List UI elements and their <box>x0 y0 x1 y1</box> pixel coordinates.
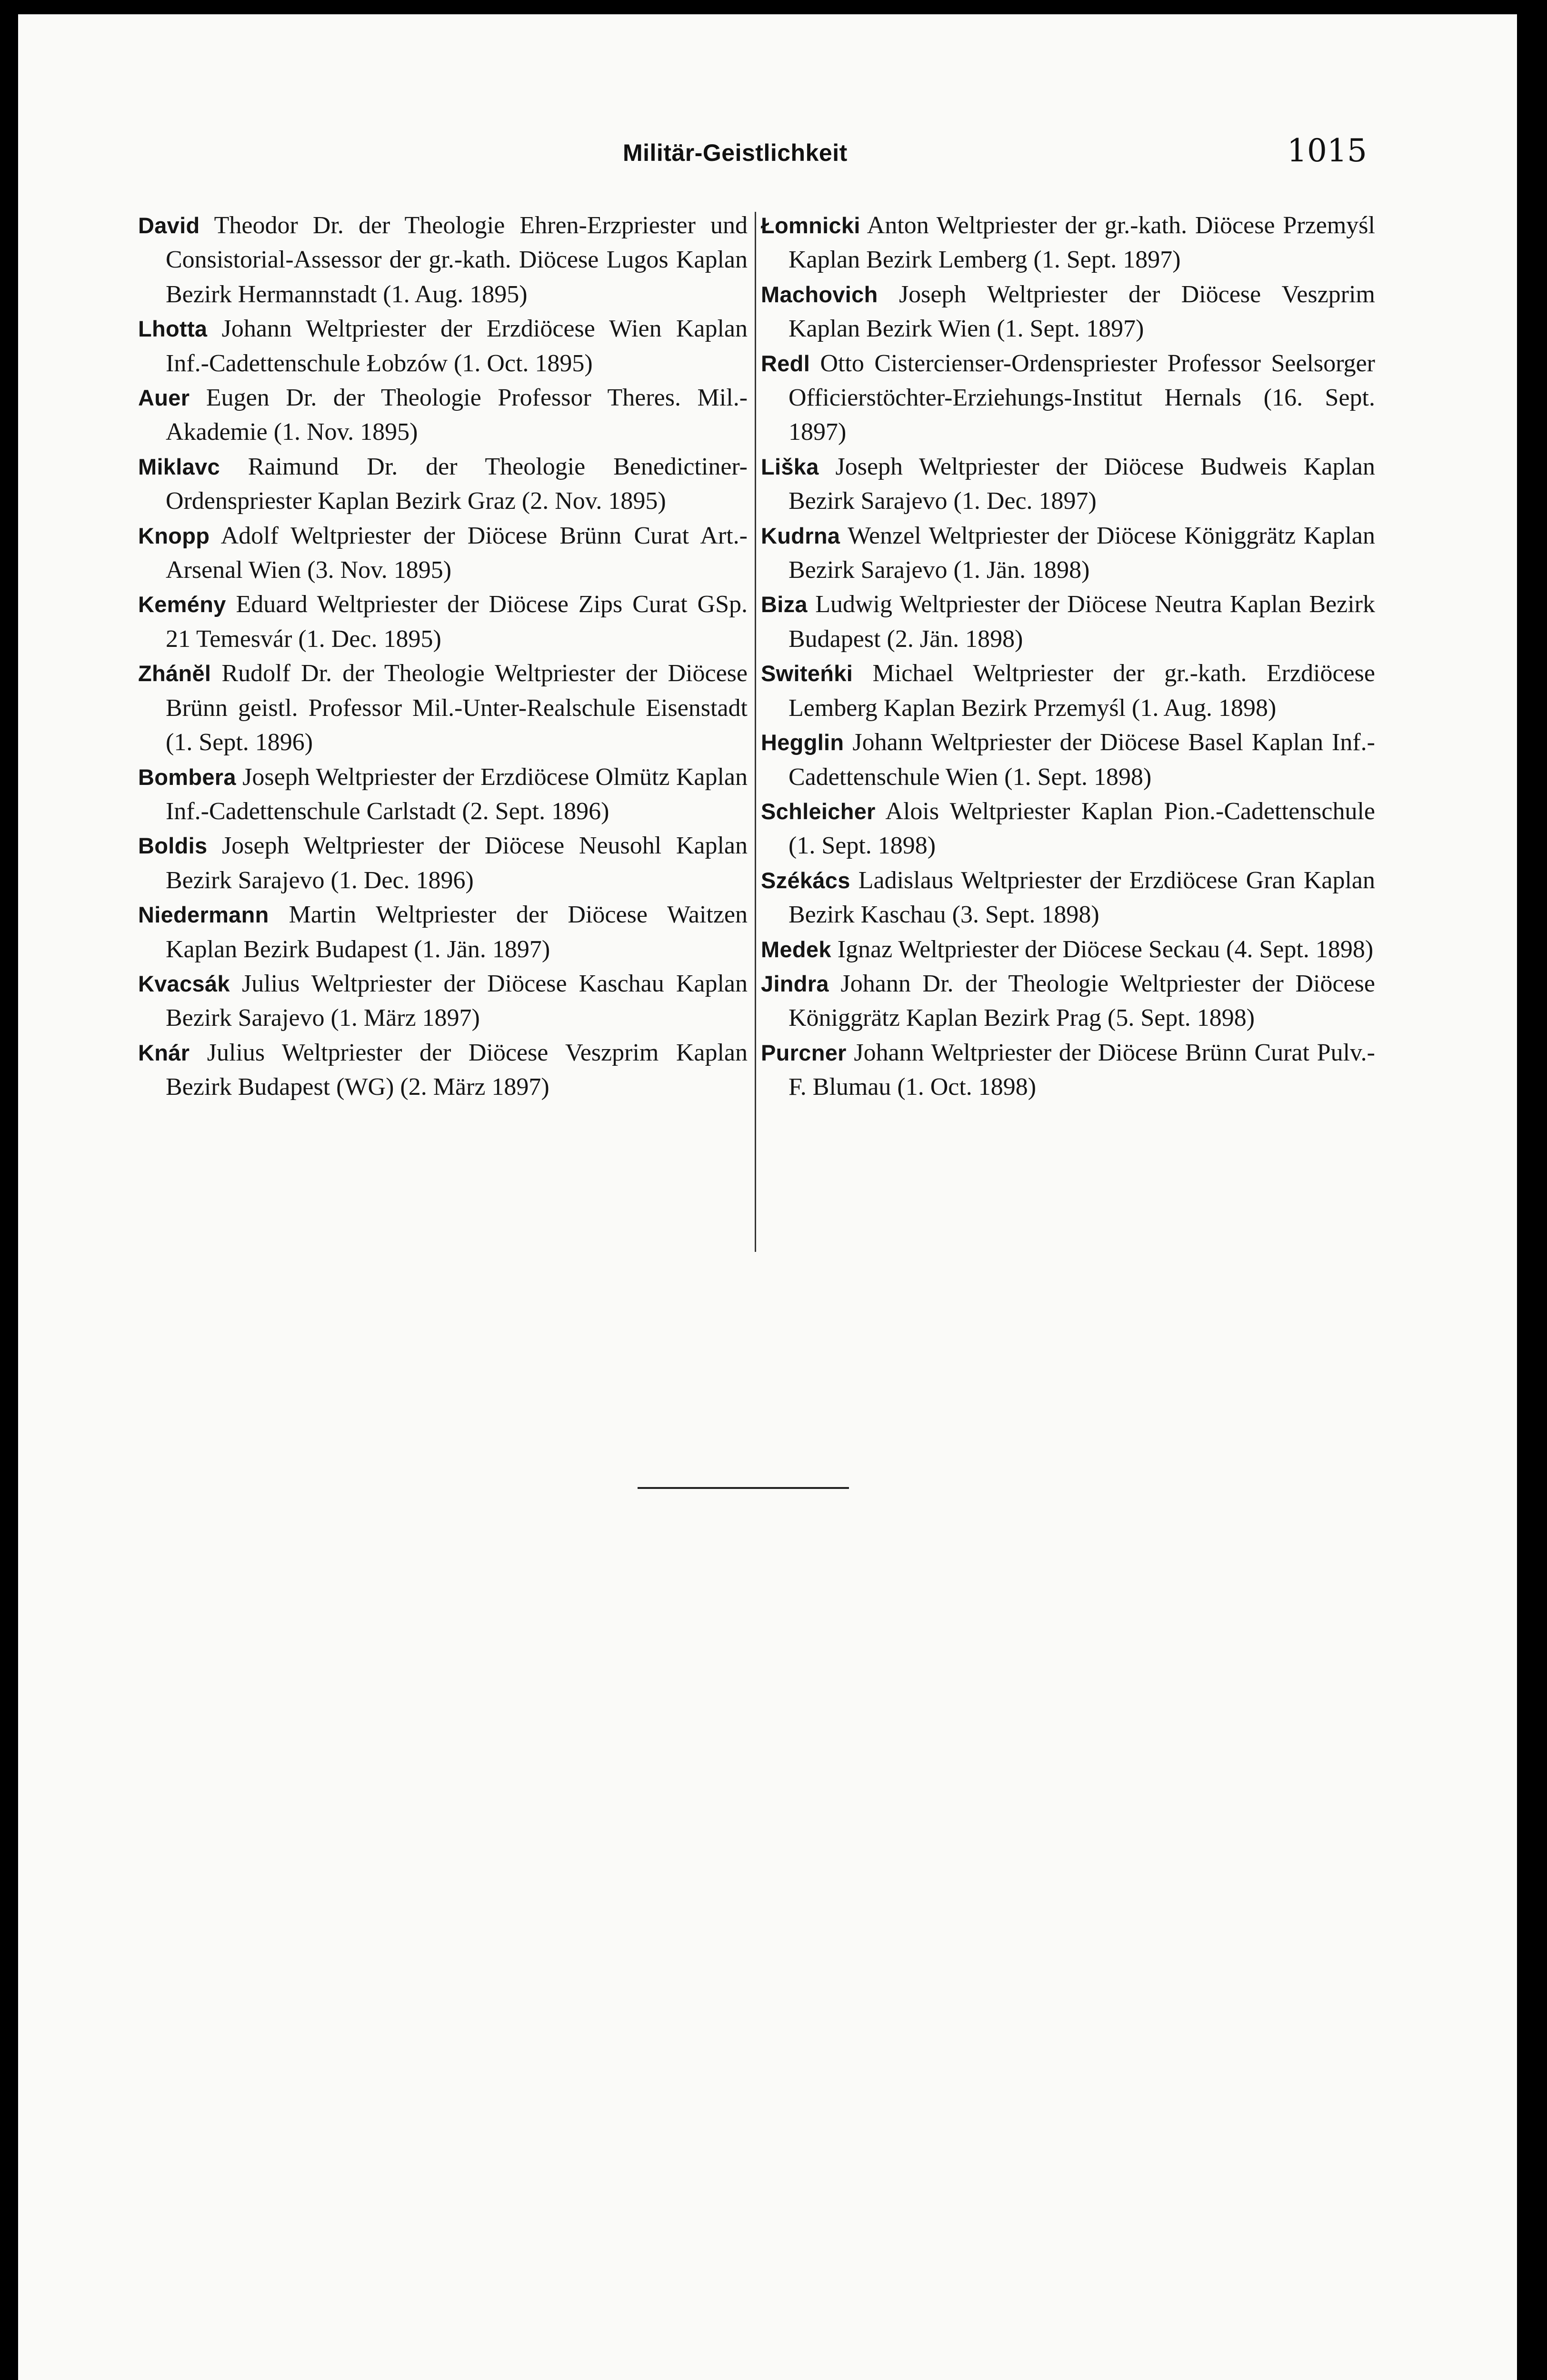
entry-text: Julius Weltpriester der Diöcese Veszprim Kaplan Bezirk Budapest (WG) (2. März 1897) <box>166 1039 748 1101</box>
entry-text: Otto Cistercienser-Ordenspriester Professor Seelsorger Officierstöchter-Erziehungs-Institut Hernals (16. Sept. 1897) <box>788 349 1375 446</box>
entry-text: Joseph Weltpriester der Diöcese Veszprim Kaplan Bezirk Wien (1. Sept. 1897) <box>788 280 1375 343</box>
entry-name: Hegglin <box>761 730 844 755</box>
entry-name: Knár <box>138 1040 190 1065</box>
entry-name: Bombera <box>138 764 236 790</box>
entry <box>138 656 748 760</box>
entry-text: Alois Weltpriester Kaplan Pion.-Cadettenschule (1. Sept. 1898) <box>788 797 1375 860</box>
entry-name: Schleicher <box>761 798 876 824</box>
entry-text: Eugen Dr. der Theologie Professor Theres. Mil.-Akademie (1. Nov. 1895) <box>166 384 748 446</box>
entry-text: Joseph Weltpriester der Diöcese Neusohl Kaplan Bezirk Sarajevo (1. Dec. 1896) <box>166 832 748 894</box>
entry-name: Biza <box>761 592 808 617</box>
entry-name: Kudrna <box>761 523 840 548</box>
entry <box>138 760 748 829</box>
entry-name: Zhánĕl <box>138 661 211 686</box>
entry-text: Joseph Weltpriester der Diöcese Budweis Kaplan Bezirk Sarajevo (1. Dec. 1897) <box>788 453 1375 515</box>
entry <box>761 587 1375 656</box>
entry-text: Michael Weltpriester der gr.-kath. Erzdiöcese Lemberg Kaplan Bezirk Przemyśl (1. Aug. 1898) <box>788 660 1375 722</box>
entry <box>761 450 1375 519</box>
entry-name: Redl <box>761 350 810 376</box>
entry-text: Joseph Weltpriester der Erzdiöcese Olmütz Kaplan Inf.-Cadettenschule Carlstadt (2. Sept. 1896) <box>166 763 748 825</box>
entry <box>138 312 748 381</box>
entry-text: Ludwig Weltpriester der Diöcese Neutra Kaplan Bezirk Budapest (2. Jän. 1898) <box>788 591 1375 653</box>
entry-text: Raimund Dr. der Theologie Benedictiner-Ordenspriester Kaplan Bezirk Graz (2. Nov. 1895) <box>166 453 748 515</box>
entry <box>138 829 748 898</box>
entry <box>138 967 748 1036</box>
entry-text: Theodor Dr. der Theologie Ehren-Erzpriester und Consistorial-Assessor der gr.-kath. Diöcese Lugos Kaplan Bezirk Hermannstadt (1. Aug. 1895) <box>166 212 748 308</box>
entry-text: Anton Weltpriester der gr.-kath. Diöcese Przemyśl Kaplan Bezirk Lemberg (1. Sept. 1897) <box>788 212 1375 274</box>
page-number: 1015 <box>1287 132 1367 169</box>
entry-name: Kvacsák <box>138 971 230 996</box>
entry-text: Eduard Weltpriester der Diöcese Zips Curat GSp. 21 Temesvár (1. Dec. 1895) <box>166 591 748 653</box>
entry <box>761 863 1375 932</box>
entry-name: Niedermann <box>138 902 269 928</box>
entry <box>761 794 1375 863</box>
entry <box>761 967 1375 1036</box>
entry-text: Johann Weltpriester der Diöcese Basel Kaplan Inf.-Cadettenschule Wien (1. Sept. 1898) <box>788 729 1376 791</box>
entry <box>761 347 1375 450</box>
entry-name: Machovich <box>761 281 878 307</box>
paper-sheet <box>18 14 1517 2380</box>
entry-text: Johann Weltpriester der Erzdiöcese Wien Kaplan Inf.-Cadettenschule Łobzów (1. Oct. 1895) <box>166 315 748 377</box>
entry <box>138 587 748 656</box>
entry-text: Rudolf Dr. der Theologie Weltpriester der Diöcese Brünn geistl. Professor Mil.-Unter-Realschule Eisenstadt (1. Sept. 1896) <box>166 660 748 756</box>
entry-name: Lhotta <box>138 316 208 342</box>
entry <box>761 932 1375 967</box>
entry <box>761 208 1375 278</box>
entry-name: Łomnicki <box>761 213 860 238</box>
entry-name: Auer <box>138 385 190 411</box>
entry-text: Ladislaus Weltpriester der Erzdiöcese Gran Kaplan Bezirk Kaschau (3. Sept. 1898) <box>788 866 1376 929</box>
left-column <box>138 208 748 1105</box>
entry <box>761 1036 1375 1105</box>
entry <box>138 208 748 312</box>
entry <box>138 381 748 450</box>
entry <box>761 656 1375 725</box>
entry-name: Székács <box>761 867 850 893</box>
entry <box>138 450 748 519</box>
entry-text: Ignaz Weltpriester der Diöcese Seckau (4. Sept. 1898) <box>837 935 1374 963</box>
entry-text: Wenzel Weltpriester der Diöcese Königgrätz Kaplan Bezirk Sarajevo (1. Jän. 1898) <box>788 522 1376 584</box>
entry <box>761 725 1375 794</box>
entry-text: Johann Dr. der Theologie Weltpriester der Diöcese Königgrätz Kaplan Bezirk Prag (5. Sept. 1898) <box>788 970 1375 1032</box>
entry-name: Miklavc <box>138 454 220 479</box>
entry-name: Switeńki <box>761 661 853 686</box>
entry <box>138 519 748 588</box>
entry-name: Jindra <box>761 971 829 996</box>
entry <box>138 1036 748 1105</box>
entry-name: Kemény <box>138 592 226 617</box>
entry-text: Julius Weltpriester der Diöcese Kaschau Kaplan Bezirk Sarajevo (1. März 1897) <box>166 970 748 1032</box>
entry-name: Boldis <box>138 833 208 859</box>
entry-name: Purcner <box>761 1040 847 1065</box>
entry <box>761 519 1375 588</box>
entry-name: Medek <box>761 936 831 962</box>
section-end-rule <box>638 1487 849 1489</box>
entry-name: Liška <box>761 454 819 479</box>
entry-name: David <box>138 213 200 238</box>
column-divider <box>755 212 756 1252</box>
right-column <box>761 208 1375 1105</box>
entry-name: Knopp <box>138 523 210 548</box>
entry-text: Adolf Weltpriester der Diöcese Brünn Curat Art.-Arsenal Wien (3. Nov. 1895) <box>166 522 748 584</box>
entry-text: Martin Weltpriester der Diöcese Waitzen Kaplan Bezirk Budapest (1. Jän. 1897) <box>166 901 748 963</box>
entry <box>138 898 748 967</box>
entry-text: Johann Weltpriester der Diöcese Brünn Curat Pulv.-F. Blumau (1. Oct. 1898) <box>788 1039 1375 1101</box>
entry <box>761 278 1375 347</box>
running-title: Militär-Geistlichkeit <box>623 139 848 166</box>
